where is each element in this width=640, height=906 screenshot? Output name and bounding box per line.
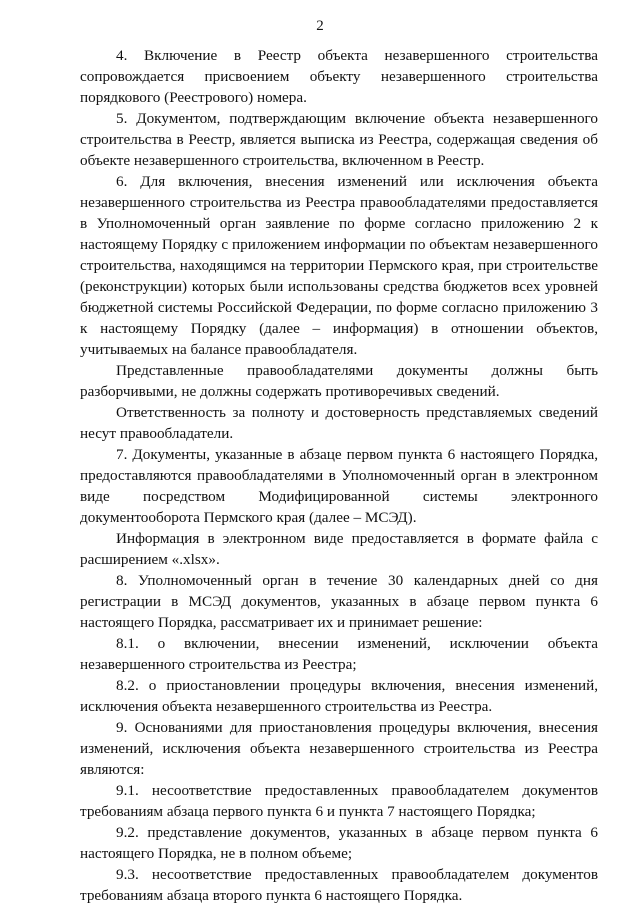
page-number: 2 (316, 18, 324, 34)
paragraph-5: 5. Документом, подтверждающим включение объекта незавершенного строительства в Реестр, является выписка из Реестра, содержащая сведения об объекте незавершенного строительства, включенном в Реестр. (80, 110, 598, 169)
paragraph-9-3: 9.3. несоответствие предоставленных правообладателем документов требованиям абзаца второго пункта 6 настоящего Порядка. (80, 866, 598, 904)
paragraph-8-2: 8.2. о приостановлении процедуры включения, внесения изменений, исключения объекта незавершенного строительства из Реестра. (80, 677, 598, 715)
paragraph-8-1: 8.1. о включении, внесении изменений, исключении объекта незавершенного строительства из Реестра; (80, 635, 598, 673)
paragraph-9-2: 9.2. представление документов, указанных в абзаце первом пункта 6 настоящего Порядка, не в полном объеме; (80, 824, 598, 862)
paragraph-4: 4. Включение в Реестр объекта незавершенного строительства сопровождается присвоением объекту незавершенного строительства порядкового (Реестрового) номера. (80, 47, 598, 106)
paragraph-6-responsibility: Ответственность за полноту и достоверность представляемых сведений несут правообладатели. (80, 404, 598, 442)
document-body (80, 45, 598, 906)
paragraph-7-format: Информация в электронном виде предоставляется в формате файла с расширением «.xlsx». (80, 530, 598, 568)
paragraph-6: 6. Для включения, внесения изменений или исключения объекта незавершенного строительства из Реестра правообладателями предоставляется в Уполномоченный орган заявление по форме согласно приложению 2 к настоящему Порядку с приложением информации по объектам незавершенного строительства, находящимся на территории Пермского края, при строительстве (реконструкции) которых были использованы средства бюджетов всех уровней бюджетной системы Российской Федерации, по форме согласно приложению 3 к настоящему Порядку (далее – информация) в отношении объектов, учитываемых на балансе правообладателя. (80, 173, 598, 358)
paragraph-9-1: 9.1. несоответствие предоставленных правообладателем документов требованиям абзаца первого пункта 6 и пункта 7 настоящего Порядка; (80, 782, 598, 820)
paragraph-7: 7. Документы, указанные в абзаце первом пункта 6 настоящего Порядка, предоставляются правообладателями в Уполномоченный орган в электронном виде посредством Модифицированной системы электронного документооборота Пермского края (далее – МСЭД). (80, 446, 598, 526)
paragraph-6-readability: Представленные правообладателями документы должны быть разборчивыми, не должны содержать противоречивых сведений. (80, 362, 598, 400)
paragraph-9: 9. Основаниями для приостановления процедуры включения, внесения изменений, исключения объекта незавершенного строительства из Реестра являются: (80, 719, 598, 778)
paragraph-8: 8. Уполномоченный орган в течение 30 календарных дней со дня регистрации в МСЭД документов, указанных в абзаце первом пункта 6 настоящего Порядка, рассматривает их и принимает решение: (80, 572, 598, 631)
